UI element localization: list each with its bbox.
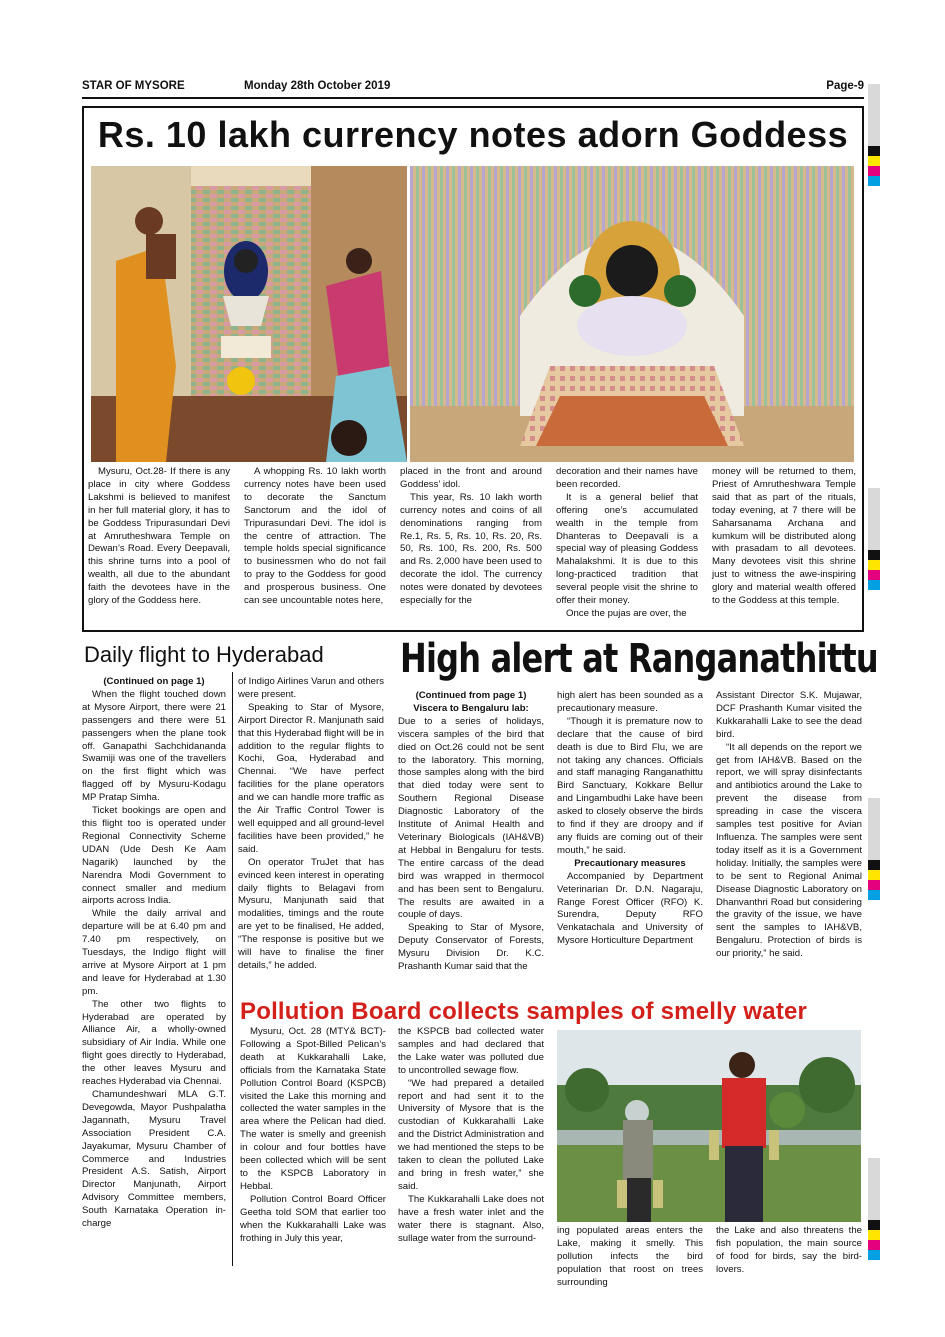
registration-marks-lower xyxy=(868,798,880,900)
flight-continued: (Continued on page 1) xyxy=(103,676,205,687)
currency-para-5: decoration and their names have been recorded. xyxy=(556,466,698,490)
pollution-para-6: ing populated areas enters the Lake, making it smelly. This pollution infects the bird population that roost on trees surrounding xyxy=(557,1225,703,1288)
alert-subhead-viscera: Viscera to Bengaluru lab: xyxy=(413,702,529,714)
currency-para-8: money will be returned to them, Priest of Amrutheshwara Temple said that as part of the rituals, today evening, at 7 there will be Saharsanama Archana and kumkum will be distributed along with prasadam to all devotees. Many devotees visit this shrine just to witness the awe-inspiring glory and material wealth offered to the Goddess at this temple. xyxy=(712,466,856,607)
alert-para-3: high alert has been sounded as a precautionary measure. xyxy=(557,690,703,714)
header-rule xyxy=(82,97,864,99)
alert-col-1 xyxy=(398,690,544,974)
pollution-para-5: The Kukkarahalli Lake does not have a fresh water inlet and the water there is stagnant. Also, sullage water from the surround- xyxy=(398,1193,544,1244)
currency-col-5 xyxy=(712,466,856,608)
column-rule xyxy=(232,672,233,1266)
flight-para-3: While the daily arrival and departure will be at 6.40 pm and 7.40 pm respectively, on Tuesdays, the Indigo flight will arrive at Mysore Airport at 1 pm and leave for Hyderabad at 1.30 pm. xyxy=(82,908,226,997)
alert-continued: (Continued from page 1) xyxy=(415,690,527,701)
currency-para-4: This year, Rs. 10 lakh worth currency notes and coins of all denominations ranging from Re.1, Rs. 5, Rs. 10, Rs. 20, Rs. 50, Rs. 100, Rs. 200, Rs. 500 and Rs. 2,000 have been used to decorate the idol. The currency notes were donated by devotees especially for the xyxy=(400,491,542,607)
flight-para-7: Speaking to Star of Mysore, Airport Director R. Manjunath said that this Hyderabad flight will be in addition to the regular flights to Kochi, Goa, Hyderabad and Chennai. “We have perfect facilities for the plane operators and we can handle more traffic as the Air Traffic Control Tower is well equipped and all ground-level facilities have been provided,” he said. xyxy=(238,701,384,855)
temple-priest-photo xyxy=(91,166,407,462)
pollution-para-1: Mysuru, Oct. 28 (MTY& BCT)- Following a Spot-Billed Pelican’s death at Kukkarahalli Lake, officials from the Karnataka State Pollution Control Board (KSPCB) visited the Lake this morning and collected the water samples in the area where the Pelican had died. The water is smelly and greenish in colour and four bottles have been collected which will be sent to the KSPCB Laboratory in Hebbal. xyxy=(240,1026,386,1192)
currency-para-2: A whopping Rs. 10 lakh worth currency notes have been used to decorate the Sanctum Sanctorum and the idol of Tripurasundari Devi. The idol is the centre of attraction. The temple holds special significance to businessmen who do not fail to pray to the Goddess for good and prosperous business. One can see uncountable notes here, xyxy=(244,466,386,607)
pollution-col-3 xyxy=(557,1225,703,1290)
pollution-para-4: “We had prepared a detailed report and had sent it to the University of Mysore that is the custodian of Kukkarahalli Lake and the District Administration and we had mentioned the steps to be taken to clean the polluted Lake and bring in fresh water,” she said. xyxy=(398,1077,544,1192)
headline-pollution: Pollution Board collects samples of smelly water xyxy=(240,998,808,1025)
currency-col-1 xyxy=(88,466,230,608)
flight-para-4: The other two flights to Hyderabad are operated by Alliance Air, a wholly-owned subsidiary of Air India. While one flight goes directly to Hyderabad, the other leaves Mysuru and reaches Hyderabad via Chennai. xyxy=(82,998,226,1088)
flight-col-2 xyxy=(238,676,384,973)
currency-col-3 xyxy=(400,466,542,608)
pollution-col-4 xyxy=(716,1225,862,1277)
alert-para-5: Accompanied by Department Veterinarian Dr. D.N. Nagaraju, Range Forest Officer (RFO) K. Surendra, Deputy RFO Venkatachala and University of Mysore Horticulture Department xyxy=(557,870,703,947)
headline-currency: Rs. 10 lakh currency notes adorn Goddess xyxy=(97,114,849,155)
flight-para-8: On operator TruJet that has evinced keen interest in operating daily flights to Belagavi from Mysuru, Manjunath said that modalities, timings and the route are yet to be finalised, He added, “The response is positive but we will have to finalise the finer details,” he added. xyxy=(238,856,384,971)
currency-para-1: Mysuru, Oct.28- If there is any place in city where Goddess Lakshmi is believed to manifest in her full material glory, it has to be Goddess Tripurasundari Devi at Amrutheshwara Temple on Dewan’s Road. Every Deepavali, this shrine turns into a pool of wealth, all due to the abundant faith the devotees have in the glory of the Goddess here. xyxy=(88,466,230,607)
currency-para-3: placed in the front and around Goddess’ idol. xyxy=(400,466,542,490)
alert-para-6: Assistant Director S.K. Mujawar, DCF Prashanth Kumar visited the Kukkarahalli Lake to see the dead bird. xyxy=(716,690,862,740)
flight-col-1 xyxy=(82,676,226,1231)
headline-flight: Daily flight to Hyderabad xyxy=(84,642,324,667)
alert-para-1: Due to a series of holidays, viscera samples of the bird that died on Oct.26 could not be sent to the laboratory. This morning, those samples along with the bird that died today were sent to Southern Regional Disease Diagnostic Laboratory of the Institute of Animal Health and Veterinary Biologicals (IAH&VB) at Hebbal in Bengaluru for tests. The entire carcass of the dead bird was wrapped in thermocol and has been sent to Bengaluru. The results are awaited in a couple of days. xyxy=(398,715,544,921)
pollution-para-2: Pollution Control Board Officer Geetha told SOM that earlier too when the Kukkarahalli Lake was frothing in July this year, xyxy=(240,1193,386,1244)
page-number: Page-9 xyxy=(826,80,864,92)
alert-para-4: “Though it is premature now to declare that the cause of bird death is due to Bird Flu, we are not taking any chances. Officials and staff managing Ranganathittu Bird Sanctuary, Kokkare Bellur and Lingambudhi Lake have been asked to closely observe the birds to find if they are droopy and if any fluids are coming out of their mouth,” he said. xyxy=(557,715,703,856)
pollution-col-1 xyxy=(240,1026,386,1245)
flight-para-2: Ticket bookings are open and this flight too is operated under Regional Connectivity Scheme UDAN (Ude Desh Ke Aam Nagarik) launched by the Narendra Modi Government to connect smaller and medium airports across India. xyxy=(82,805,226,907)
headline-high-alert: High alert at Ranganathittu xyxy=(400,636,878,682)
flight-para-5: Chamundeshwari MLA G.T. Devegowda, Mayor Pushpalatha Jagannath, Mysuru Travel Association President C.A. Jayakumar, Mysuru Chamber of Commerce and Industries President A.S. Satish, Airport Director Manjunath, Airport Advisory Committee members, South Karnataka Operation in-charge xyxy=(82,1089,226,1230)
pollution-para-3: the KSPCB bad collected water samples and had declared that the Lake water was polluted due to uncontrolled sewage flow. xyxy=(398,1026,544,1076)
alert-col-2 xyxy=(557,690,703,948)
flight-para-1: When the flight touched down at Mysore Airport, there were 21 passengers and there were 51 passengers when the plane took off. Ganapathi Sachchidananda Swamiji was one of the travellers on the first flight which was flagged off by Mysuru-Kodagu MP Pratap Simha. xyxy=(82,688,226,804)
alert-subhead-precaution: Precautionary measures xyxy=(574,857,686,869)
paper-name: STAR OF MYSORE xyxy=(82,80,185,92)
currency-para-6: It is a general belief that offering one’s accumulated wealth in the temple from Dhanteras to Deepavali is a special way of pleasing Goddess Mahalakshmi. It is due to this long-practiced tradition that several people visit the shrine to offer their money. xyxy=(556,491,698,607)
flight-para-6: of Indigo Airlines Varun and others were present. xyxy=(238,676,384,700)
registration-marks-top xyxy=(868,84,880,186)
issue-date: Monday 28th October 2019 xyxy=(244,80,391,92)
alert-para-2: Speaking to Star of Mysore, Deputy Conservator of Forests, Mysuru Division Dr. K.C. Prashanth Kumar said that the xyxy=(398,922,544,973)
currency-col-4 xyxy=(556,466,698,621)
currency-para-7: Once the pujas are over, the xyxy=(566,607,687,619)
registration-marks-bottom xyxy=(868,1158,880,1260)
page-header xyxy=(82,80,864,96)
officials-water-samples-photo xyxy=(557,1030,861,1222)
registration-marks-mid xyxy=(868,488,880,590)
pollution-para-7: the Lake and also threatens the fish population, the main source of food for birds, say the bird-lovers. xyxy=(716,1225,862,1275)
pollution-col-2 xyxy=(398,1026,544,1245)
goddess-idol-photo xyxy=(410,166,854,462)
alert-para-7: “It all depends on the report we get from IAH&VB. Based on the report, we will spray disinfectants and antibiotics around the Lake to prevent the disease from spreading in case the viscera samples test positive for Avian Influenza. The samples were sent today itself as it is a Government holiday. Initially, the samples were to be sent to Regional Animal Disease Diagnostic Laboratory on Dhanvanthri Road but considering the gravity of the issue, we have sent the samples to IAH&VB, Bengaluru. Protection of birds is our priority,” he said. xyxy=(716,741,862,960)
alert-col-3 xyxy=(716,690,862,961)
currency-col-2 xyxy=(244,466,386,608)
